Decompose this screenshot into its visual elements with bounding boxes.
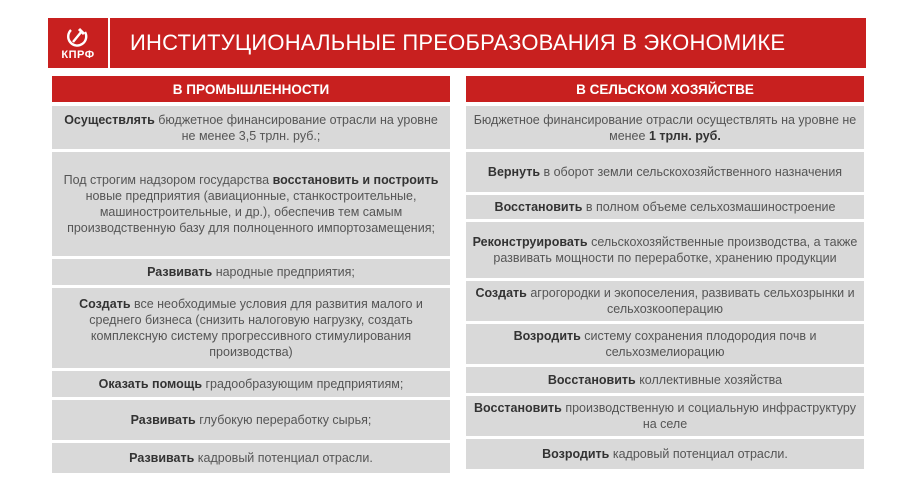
list-item: Восстановить в полном объеме сельхозмашиностроение: [466, 195, 864, 219]
industry-heading: В ПРОМЫШЛЕННОСТИ: [52, 76, 450, 102]
list-item: Создать все необходимые условия для развития малого и среднего бизнеса (снизить налоговую нагрузку, создать комплексную систему прогрессивного стимулирования производства): [52, 288, 450, 368]
list-item: Осуществлять бюджетное финансирование отрасли на уровне не менее 3,5 трлн. руб.;: [52, 106, 450, 149]
list-item: Реконструировать сельскохозяйственные производства, а также развивать мощности по переработке, хранению продукции: [466, 222, 864, 278]
list-item: Возродить кадровый потенциал отрасли.: [466, 439, 864, 469]
list-item: Развивать глубокую переработку сырья;: [52, 400, 450, 440]
agriculture-column: [466, 76, 864, 472]
list-item: Вернуть в оборот земли сельскохозяйственного назначения: [466, 152, 864, 192]
list-item: Под строгим надзором государства восстановить и построить новые предприятия (авиационные, станкостроительные, машиностроительные, и др.), обеспечив тем самым производственную базу для полноценного импортозамещения;: [52, 152, 450, 256]
list-item: Возродить систему сохранения плодородия почв и сельхозмелиорацию: [466, 324, 864, 364]
agriculture-heading: В СЕЛЬСКОМ ХОЗЯЙСТВЕ: [466, 76, 864, 102]
list-item: Развивать кадровый потенциал отрасли.: [52, 443, 450, 473]
hammer-sickle-icon: [65, 26, 91, 48]
list-item: Создать агрогородки и экопоселения, развивать сельхозрынки и сельхозкооперацию: [466, 281, 864, 321]
list-item: Бюджетное финансирование отрасли осуществлять на уровне не менее 1 трлн. руб.: [466, 106, 864, 149]
industry-column: [52, 76, 450, 476]
list-item: Восстановить производственную и социальную инфраструктуру на селе: [466, 396, 864, 436]
party-logo: [48, 18, 110, 68]
page-title: ИНСТИТУЦИОНАЛЬНЫЕ ПРЕОБРАЗОВАНИЯ В ЭКОНОМИКЕ: [130, 30, 786, 55]
logo-text: КПРФ: [61, 48, 95, 61]
list-item: Развивать народные предприятия;: [52, 259, 450, 285]
list-item: Оказать помощь градообразующим предприятиям;: [52, 371, 450, 397]
list-item: Восстановить коллективные хозяйства: [466, 367, 864, 393]
header-banner: [48, 18, 866, 68]
